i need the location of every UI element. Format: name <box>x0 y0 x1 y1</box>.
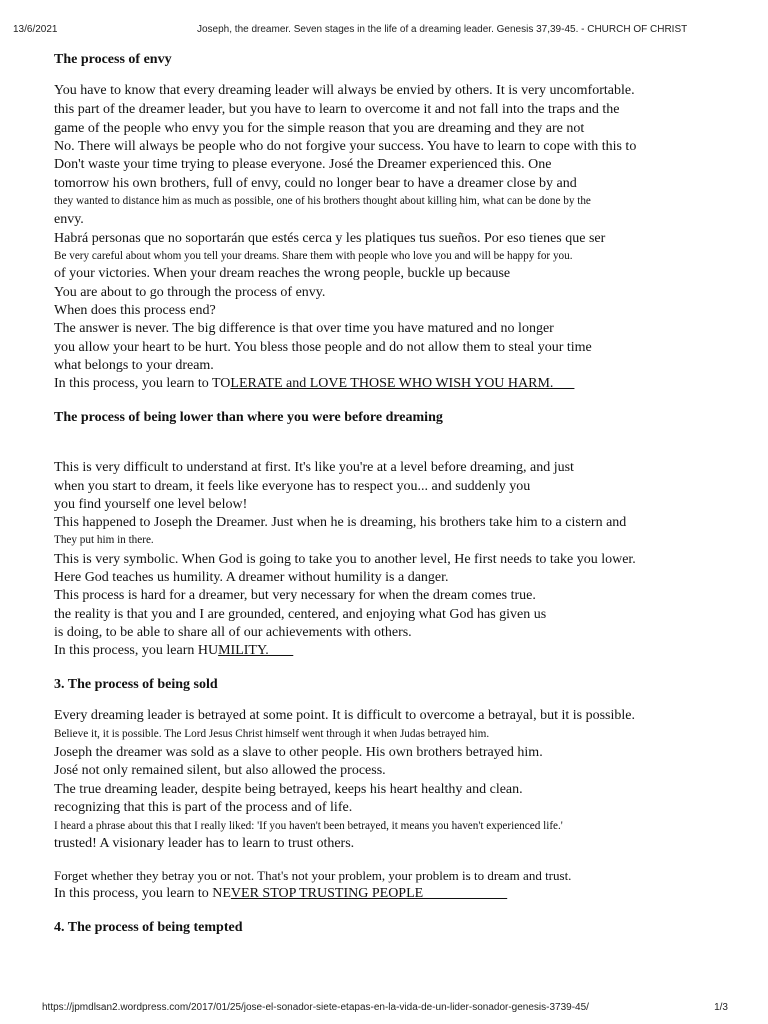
text-line: This is very difficult to understand at first. It's like you're at a level before dreaming, and just <box>54 460 574 475</box>
text-line: tomorrow his own brothers, full of envy, could no longer bear to have a dreamer close by and <box>54 176 577 191</box>
text-line: This is very symbolic. When God is going to take you to another level, He first needs to take you lower. <box>54 552 636 567</box>
text-line: Be very careful about whom you tell your dreams. Share them with people who love you and will be happy for you. <box>54 250 573 262</box>
text-line: when you start to dream, it feels like everyone has to respect you... and suddenly you <box>54 479 531 494</box>
page-header <box>0 0 768 35</box>
section-heading-envy: The process of envy <box>54 52 172 67</box>
source-url: https://jpmdlsan2.wordpress.com/2017/01/25/jose-el-sonador-siete-etapas-en-la-vida-de-un-lider-sonador-genesis-3739-45/ <box>42 1002 589 1013</box>
learn-prefix: In this process, you learn to TO <box>54 376 231 391</box>
text-line: of your victories. When your dream reaches the wrong people, buckle up because <box>54 266 511 281</box>
learn-underlined: MILITY. <box>218 643 294 658</box>
text-line: I heard a phrase about this that I really liked: 'If you haven't been betrayed, it means you haven't experienced life.' <box>54 820 563 832</box>
text-line: recognizing that this is part of the process and of life. <box>54 800 353 815</box>
text-line: No. There will always be people who do not forgive your success. You have to learn to cope with this to <box>54 139 637 154</box>
text-line: what belongs to your dream. <box>54 358 214 373</box>
text-line: Here God teaches us humility. A dreamer without humility is a danger. <box>54 570 449 585</box>
learn-prefix: In this process, you learn to NE <box>54 886 231 901</box>
text-line: is doing, to be able to share all of our achievements with others. <box>54 625 412 640</box>
text-line: When does this process end? <box>54 303 216 318</box>
text-line: game of the people who envy you for the simple reason that you are dreaming and they are not <box>54 121 585 136</box>
learn-line-humility <box>54 643 293 659</box>
text-line: you find yourself one level below! <box>54 497 248 512</box>
text-line: Don't waste your time trying to please everyone. José the Dreamer experienced this. One <box>54 157 552 172</box>
print-title: Joseph, the dreamer. Seven stages in the life of a dreaming leader. Genesis 37,39-45. - CHURCH OF CHRIST <box>197 24 688 35</box>
section-heading-sold: 3. The process of being sold <box>54 677 218 692</box>
learn-prefix: In this process, you learn HU <box>54 643 219 658</box>
text-line: The answer is never. The big difference is that over time you have matured and no longer <box>54 321 554 336</box>
text-line: you allow your heart to be hurt. You bless those people and do not allow them to steal your time <box>54 340 592 355</box>
text-line: Joseph the dreamer was sold as a slave to other people. His own brothers betrayed him. <box>54 745 543 760</box>
section-heading-tempted: 4. The process of being tempted <box>54 920 243 935</box>
text-line: José not only remained silent, but also allowed the process. <box>54 763 386 778</box>
text-line: You are about to go through the process of envy. <box>54 285 326 300</box>
learn-line-envy <box>54 376 574 392</box>
page-number: 1/3 <box>714 1002 728 1013</box>
text-line: They put him in there. <box>54 534 154 546</box>
section-heading-lower: The process of being lower than where you were before dreaming <box>54 410 443 425</box>
print-date: 13/6/2021 <box>13 24 58 35</box>
text-line: Believe it, it is possible. The Lord Jesus Christ himself went through it when Judas betrayed him. <box>54 728 490 740</box>
text-line: trusted! A visionary leader has to learn to trust others. <box>54 836 355 851</box>
text-line: Forget whether they betray you or not. That's not your problem, your problem is to dream and trust. <box>54 868 572 883</box>
learn-underlined: VER STOP TRUSTING PEOPLE <box>230 886 508 901</box>
text-line: the reality is that you and I are grounded, centered, and enjoying what God has given us <box>54 607 547 622</box>
text-line: they wanted to distance him as much as possible, one of his brothers thought about killing him, what can be done by the <box>54 195 591 207</box>
text-line: envy. <box>54 212 84 227</box>
learn-line-trust <box>54 886 507 902</box>
learn-underlined: LERATE and LOVE THOSE WHO WISH YOU HARM. <box>230 376 575 391</box>
text-line: Every dreaming leader is betrayed at some point. It is difficult to overcome a betrayal, but it is possible. <box>54 708 635 723</box>
text-line: Habrá personas que no soportarán que estés cerca y les platiques tus sueños. Por eso tienes que ser <box>54 231 606 246</box>
text-line: This happened to Joseph the Dreamer. Just when he is dreaming, his brothers take him to a cistern and <box>54 515 627 530</box>
text-line: This process is hard for a dreamer, but very necessary for when the dream comes true. <box>54 588 536 603</box>
text-line: You have to know that every dreaming leader will always be envied by others. It is very uncomfortable. <box>54 83 635 98</box>
text-line: The true dreaming leader, despite being betrayed, keeps his heart healthy and clean. <box>54 782 523 797</box>
text-line: this part of the dreamer leader, but you have to learn to overcome it and not fall into the traps and the <box>54 102 620 117</box>
page-footer <box>0 1000 768 1020</box>
